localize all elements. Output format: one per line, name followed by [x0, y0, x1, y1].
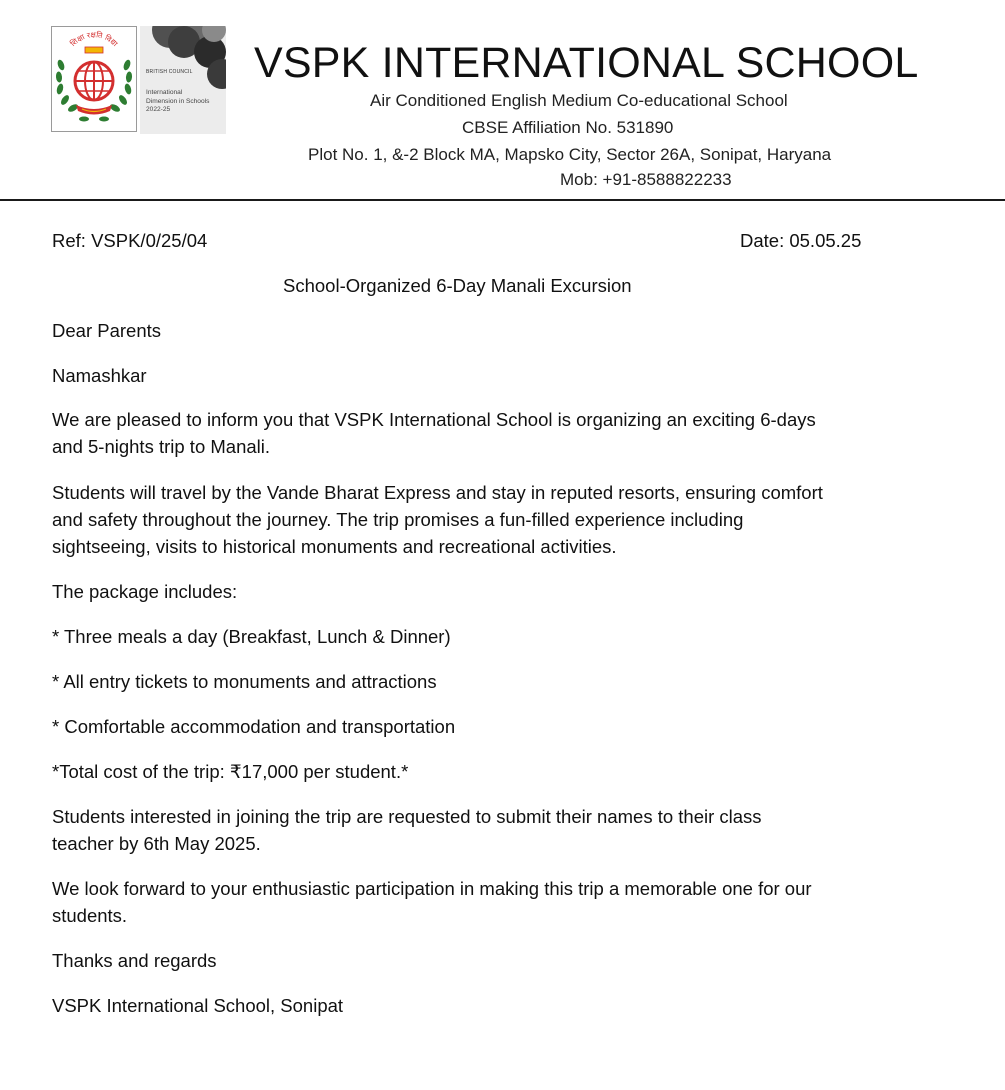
- paragraph-travel-details: [52, 479, 823, 560]
- paragraph-line: Students interested in joining the trip are requested to submit their names to their class: [52, 806, 762, 827]
- closing: Thanks and regards: [52, 950, 217, 971]
- school-mobile: Mob: +91-8588822233: [560, 170, 732, 189]
- letter-subject: School-Organized 6-Day Manali Excursion: [283, 275, 632, 296]
- school-tagline: Air Conditioned English Medium Co-educational School: [370, 91, 788, 110]
- letterhead-divider: [0, 199, 1005, 201]
- letter-date: Date: 05.05.25: [740, 230, 862, 251]
- greeting: Namashkar: [52, 365, 147, 386]
- paragraph-line: We look forward to your enthusiastic participation in making this trip a memorable one for our: [52, 878, 812, 899]
- paragraph-line: teacher by 6th May 2025.: [52, 833, 261, 854]
- school-name: VSPK INTERNATIONAL SCHOOL: [254, 39, 919, 87]
- paragraph-line: and safety throughout the journey. The trip promises a fun-filled experience including: [52, 509, 744, 530]
- paragraph-line: We are pleased to inform you that VSPK International School is organizing an exciting 6-days: [52, 409, 816, 430]
- international-dimension-text: International Dimension in Schools 2022-25: [146, 89, 210, 113]
- school-logo: [51, 26, 137, 132]
- signature: VSPK International School, Sonipat: [52, 995, 344, 1016]
- package-item-accommodation: * Comfortable accommodation and transportation: [52, 716, 456, 737]
- school-globe-emblem-icon: [52, 27, 136, 131]
- cbse-affiliation: CBSE Affiliation No. 531890: [462, 118, 674, 137]
- salutation: Dear Parents: [52, 320, 161, 341]
- paragraph-line: sightseeing, visits to historical monuments and recreational activities.: [52, 536, 617, 557]
- school-address: Plot No. 1, &-2 Block MA, Mapsko City, Sector 26A, Sonipat, Haryana: [308, 145, 832, 164]
- paragraph-line: and 5-nights trip to Manali.: [52, 436, 271, 457]
- british-council-badge-icon: [140, 26, 226, 134]
- package-item-tickets: * All entry tickets to monuments and attractions: [52, 671, 437, 692]
- paragraph-registration: [52, 803, 762, 857]
- paragraph-closing-note: [52, 875, 812, 929]
- package-item-meals: * Three meals a day (Breakfast, Lunch & Dinner): [52, 626, 451, 647]
- paragraph-line: students.: [52, 905, 128, 926]
- british-council-brand: BRITISH COUNCIL: [146, 69, 193, 75]
- reference-number: Ref: VSPK/0/25/04: [52, 230, 208, 251]
- paragraph-line: Students will travel by the Vande Bharat Express and stay in reputed resorts, ensuring comfort: [52, 482, 823, 503]
- total-cost: *Total cost of the trip: ₹17,000 per student.*: [52, 761, 409, 782]
- package-intro: The package includes:: [52, 581, 238, 602]
- british-council-badge: [140, 26, 226, 134]
- svg-text:शिक्षा रक्षति विद्या: शिक्षा रक्षति विद्या: [68, 30, 120, 49]
- paragraph-inform: [52, 406, 816, 460]
